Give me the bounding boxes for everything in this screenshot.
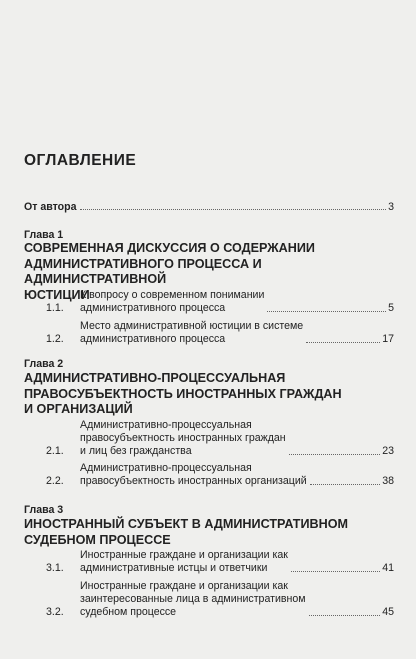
toc-page-number: 3: [388, 201, 394, 213]
section-title: Административно-процессуальная правосубъектность иностранных организаций: [80, 462, 307, 487]
dot-leader: [267, 311, 386, 312]
chapter-3-label: Глава 3: [24, 504, 64, 516]
chapter-2-title[interactable]: АДМИНИСТРАТИВНО-ПРОЦЕССУАЛЬНАЯ ПРАВОСУБЪЕКТНОСТЬ ИНОСТРАННЫХ ГРАЖДАН И ОРГАНИЗАЦИЙ: [24, 371, 342, 416]
toc-entry-1-2[interactable]: [46, 320, 394, 346]
dot-leader: [291, 571, 380, 572]
toc-page-number: 17: [382, 333, 394, 345]
toc-page-number: 5: [388, 302, 394, 314]
section-number: 1.2.: [46, 333, 64, 345]
toc-entry-3-2[interactable]: [46, 580, 394, 619]
toc-entry-title: От автора: [24, 201, 77, 213]
dot-leader: [289, 454, 381, 455]
toc-entry-3-1[interactable]: [46, 549, 394, 575]
dot-leader: [80, 209, 387, 210]
toc-entry-2-2[interactable]: [46, 462, 394, 488]
dot-leader: [310, 484, 381, 485]
toc-page-number: 45: [382, 606, 394, 618]
dot-leader: [306, 342, 380, 343]
section-number: 3.1.: [46, 562, 64, 574]
section-title: Иностранные граждане и организации как административные истцы и ответчики: [80, 549, 288, 574]
toc-entry-2-1[interactable]: [46, 419, 394, 458]
dot-leader: [309, 615, 381, 616]
section-number: 2.2.: [46, 475, 64, 487]
section-number: 1.1.: [46, 302, 64, 314]
toc-entry-author[interactable]: [24, 201, 394, 213]
chapter-2-label: Глава 2: [24, 358, 64, 370]
section-number: 2.1.: [46, 445, 64, 457]
section-title: Место административной юстиции в системе административного процесса: [80, 320, 304, 345]
toc-page-number: 38: [382, 475, 394, 487]
section-title: Административно-процессуальная правосубъектность иностранных граждан и лиц без гражданства: [80, 419, 286, 457]
section-number: 3.2.: [46, 606, 64, 618]
section-title: Иностранные граждане и организации как заинтересованные лица в административном судебном процессе: [80, 580, 306, 618]
section-title: К вопросу о современном понимании административного процесса: [80, 289, 265, 314]
toc-page-number: 41: [382, 562, 394, 574]
chapter-3-title[interactable]: ИНОСТРАННЫЙ СУБЪЕКТ В АДМИНИСТРАТИВНОМ СУДЕБНОМ ПРОЦЕССЕ: [24, 517, 349, 547]
chapter-1-title[interactable]: СОВРЕМЕННАЯ ДИСКУССИЯ О СОДЕРЖАНИИ АДМИНИСТРАТИВНОГО ПРОЦЕССА И АДМИНИСТРАТИВНОЙ ЮСТИЦИИ: [24, 241, 315, 302]
page-title: ОГЛАВЛЕНИЕ: [24, 152, 137, 169]
toc-page-number: 23: [382, 445, 394, 457]
chapter-1-label: Глава 1: [24, 229, 64, 241]
toc-entry-1-1[interactable]: [46, 289, 394, 315]
